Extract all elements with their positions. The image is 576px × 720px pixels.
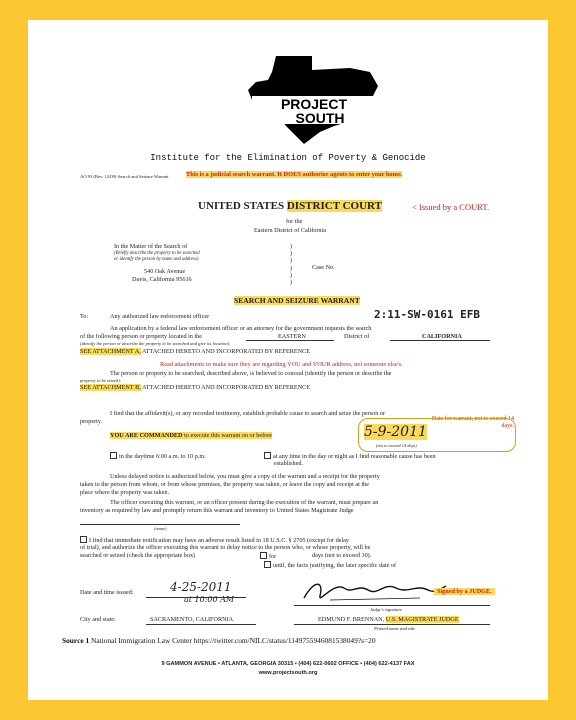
delay-checkbox	[80, 536, 87, 543]
state-underline	[390, 340, 490, 341]
daytime-checkbox	[110, 452, 117, 459]
source-caption: Source 1 National Immigration Law Center https://twitter.com/NILC/status/114975594608153804​9?s=20	[62, 636, 376, 645]
warrant-date: 5-9-2011	[364, 424, 427, 440]
case-label: Case No.	[312, 264, 335, 271]
para3-line2: property.	[80, 418, 103, 425]
para4-line1: Unless delayed notice is authorized below, you must give a copy of the warrant and a receipt for the property	[110, 473, 380, 480]
for-the-label: for the	[286, 218, 303, 225]
attachment-b-line: SEE ATTACHMENT B, ATTACHED HERETO AND INCORPORATED BY REFERENCE	[80, 384, 311, 391]
judge-signature	[300, 576, 450, 606]
judge-name-title: EDMUND F. BRENNAN, U.S. MAGISTRATE JUDGE	[318, 616, 459, 623]
footer-website: www.projectsouth.org	[258, 670, 318, 676]
warrant-form	[74, 168, 514, 640]
court-title: UNITED STATES DISTRICT COURT	[198, 200, 382, 212]
district-value: EASTERN	[278, 333, 306, 340]
date-issued-label: Date and time issued:	[80, 589, 134, 596]
warrant-heading: SEARCH AND SEIZURE WARRANT	[234, 296, 360, 305]
until-option: until, the facts justifying, the later specific date of	[264, 561, 396, 569]
to-label: To:	[80, 313, 89, 320]
date-underline	[146, 597, 246, 598]
until-checkbox	[264, 561, 271, 568]
state-value: CALIFORNIA	[422, 333, 462, 340]
printed-name-label: Printed name and title	[374, 626, 416, 631]
para4-line3: place where the property was taken.	[80, 489, 169, 496]
para6-line2: of trial), and authorize the officer executing this warrant to delay notice to the person who, or whose property, will be	[80, 544, 371, 551]
city-label: City and state:	[80, 616, 116, 623]
option-daytime: in the daytime 6:00 a.m. to 10 p.m.	[110, 452, 206, 460]
para6-line1: I find that immediate notification may have an adverse result listed in 18 U.S.C. § 2705 (except for delay	[80, 536, 349, 544]
para1-line1: An application by a federal law enforcement officer or an attorney for the government requests the search	[110, 325, 372, 332]
institute-tagline: Institute for the Elimination of Poverty & Genocide	[150, 153, 426, 163]
note-judicial-warrant: This is a judicial search warrant. It DOES authorize agents to enter your home.	[186, 171, 403, 178]
logo-text-project: PROJECT	[280, 96, 348, 112]
signature-underline	[294, 605, 490, 606]
document-page	[28, 20, 548, 700]
any-time-checkbox	[264, 452, 271, 459]
note-date-limit: Date for warrant, not to exceed 14 days.	[431, 416, 514, 429]
para1-line2: of the following person or property located in the	[80, 333, 202, 340]
matter-instruction-1: (Briefly describe the property to be searched	[114, 251, 200, 256]
date-callout-box	[358, 418, 516, 452]
signature-label: Judge's signature	[370, 607, 403, 612]
para5-line1: The officer executing this warrant, or an officer present during the execution of the warrant, must prepare an	[110, 499, 379, 506]
option-any-time: at any time in the day or night as I find reasonable cause has been	[264, 452, 436, 460]
address-line-1: 540 Oak Avenue	[144, 268, 186, 275]
not-exceed-label: (not to exceed 14 days)	[376, 443, 417, 448]
for-days-option: for	[260, 552, 276, 560]
para2-line2: property to be seized):	[80, 378, 122, 383]
footer-address: 9 GAMMON AVENUE • ATLANTA, GEORGIA 30315 • (404) 622-0602 OFFICE • (404) 622-4137 FAX	[161, 661, 415, 667]
para4-line2: taken to the person from whom, or from whose premises, the property was taken, or leave the copy and receipt at the	[80, 481, 369, 488]
city-underline	[146, 624, 256, 625]
name-label: (name)	[154, 526, 167, 531]
para6-line3: searched or seized (check the appropriate box)	[80, 552, 196, 559]
note-issued-by-court: < Issued by a COURT.	[412, 202, 490, 212]
matter-instruction-2: or identify the person by name and address)	[114, 257, 199, 262]
matter-label: In the Matter of the Search of	[114, 243, 188, 250]
district-of-label: District of	[344, 333, 370, 340]
note-read-attachments: Read attachments to make sure they are regarding YOU and YOUR address, not someone else's.	[160, 361, 403, 368]
form-id: AO 93 (Rev. 12/09) Search and Seizure Warrant	[80, 174, 169, 179]
date-issued-value: 4-25-2011	[170, 580, 232, 594]
case-number: 2:11-SW-0161 EFB	[374, 308, 480, 321]
para3-line1: I find that the affidavit(s), or any recorded testimony, establish probable cause to search and seize the person or	[110, 410, 386, 417]
district-underline	[246, 340, 334, 341]
logo-text-south: SOUTH	[295, 110, 345, 126]
project-south-logo	[238, 52, 388, 148]
name-underline	[80, 524, 240, 525]
district-line: Eastern District of California	[254, 227, 326, 234]
days-label: days (not to exceed 30).	[312, 552, 372, 559]
commanded-line: YOU ARE COMMANDED to execute this warrant on or before	[110, 432, 273, 439]
option-any-time-2: established.	[274, 460, 304, 467]
para5-line2: inventory as required by law and promptly return this warrant and inventory to United States Magistrate Judge	[80, 507, 354, 514]
attachment-a-line: SEE ATTACHMENT A, ATTACHED HERETO AND INCORPORATED BY REFERENCE	[80, 348, 311, 355]
brackets: ) ) ) ) ) )	[290, 244, 292, 287]
judge-name-underline	[294, 624, 490, 625]
address-line-2: Davis, California 95616	[132, 276, 192, 283]
for-days-checkbox	[260, 552, 267, 559]
to-value: Any authorized law enforcement officer	[110, 313, 210, 320]
city-value: SACRAMENTO, CALIFORNIA	[150, 616, 234, 623]
para1-instruction: (identify the person or describe the property to be searched and give its location):	[80, 341, 231, 346]
note-signed-by-judge: Signed by a JUDGE.	[434, 588, 495, 595]
time-issued-value: at 10:00 AM	[184, 595, 235, 604]
para2-line1: The person or property to be searched, described above, is believed to conceal (identify the person or describe the	[110, 370, 392, 377]
